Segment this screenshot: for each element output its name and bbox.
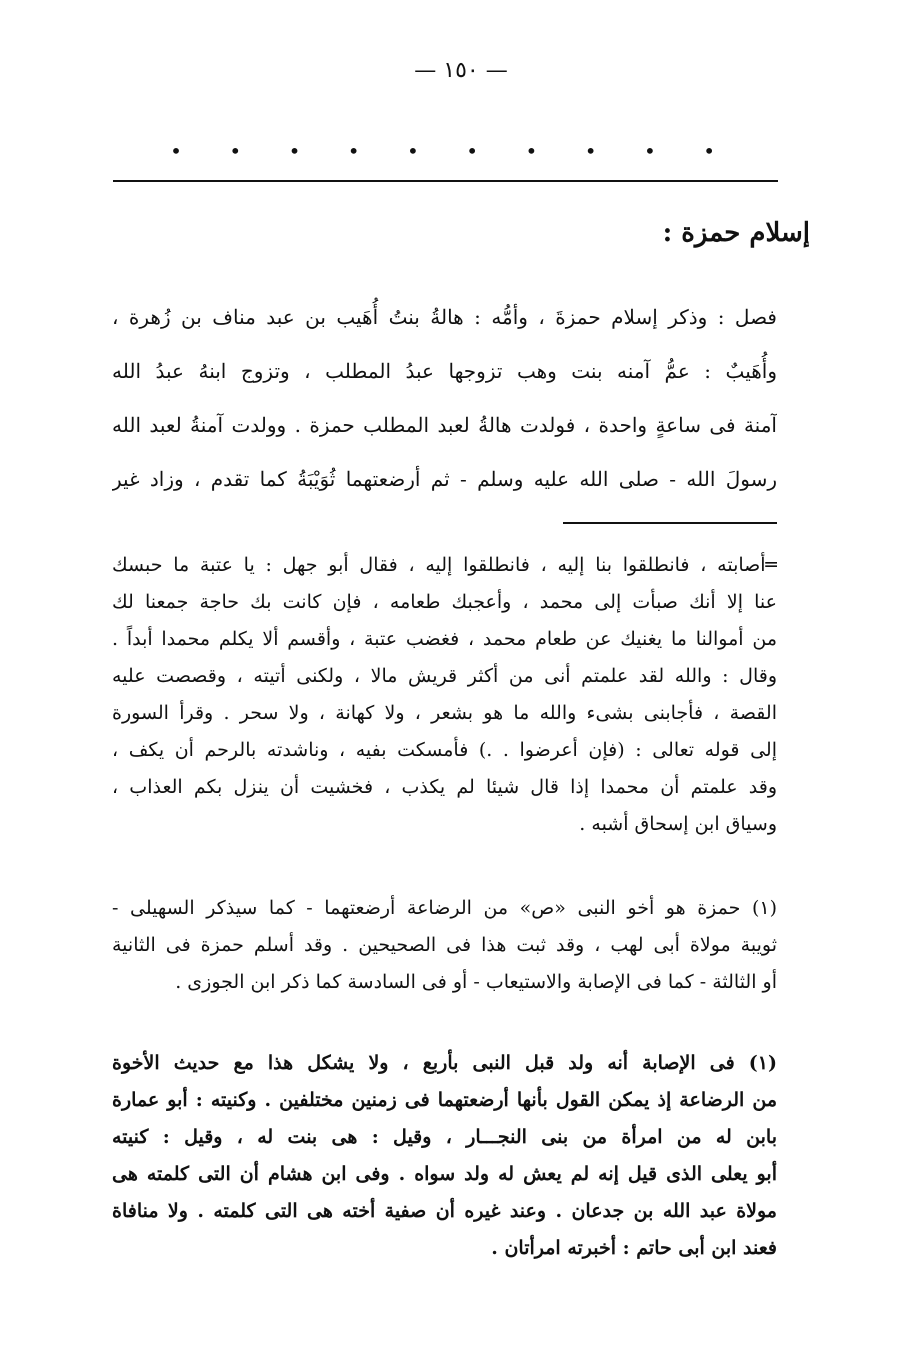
footnote-1 bbox=[112, 890, 777, 1001]
footnote-rule bbox=[563, 522, 777, 524]
footnote-line: وقال : والله لقد علمتم أنى من أكثر قريش مالا ، ولكنى أتيته ، وقصصت عليه bbox=[112, 665, 777, 687]
separator-dot: • bbox=[466, 139, 479, 163]
footnote-2 bbox=[112, 1045, 777, 1267]
separator-dot: • bbox=[643, 139, 656, 163]
main-text bbox=[112, 290, 777, 506]
footnote-line: إلى قوله تعالى : (فإن أعرضوا . .) فأمسكت بفيه ، وناشدته بالرحم أن يكف ، bbox=[112, 739, 777, 761]
footnote-line: من أموالنا ما يغنيك عن طعام محمد ، فغضب عتبة ، وأقسم ألا يكلم محمدا أبداً . bbox=[112, 628, 777, 650]
separator-dot: • bbox=[525, 139, 538, 163]
section-heading: إسلام حمزة : bbox=[662, 218, 810, 248]
footnote-line: وقد علمتم أن محمدا إذا قال شيئا لم يكذب ، فخشيت أن ينزل بكم العذاب ، bbox=[112, 776, 777, 798]
footnote-line: بابن له من امرأة من بنى النجـــار ، وقيل : هى بنت له ، وقيل : كنيته bbox=[112, 1126, 777, 1148]
main-text-line: رسولَ الله - صلى الله عليه وسلم - ثم أرضعتهما ثُوَيْبَةُ كما تقدم ، وزاد غير bbox=[112, 467, 777, 491]
separator-dot: • bbox=[170, 139, 182, 163]
separator-dots bbox=[170, 140, 715, 162]
separator-dot: • bbox=[229, 139, 242, 163]
page-number: — ١٥٠ — bbox=[414, 58, 508, 83]
footnote-continued bbox=[112, 547, 777, 843]
footnote-line: أو الثالثة - كما فى الإصابة والاستيعاب - أو فى السادسة كما ذكر ابن الجوزى . bbox=[175, 971, 777, 993]
main-text-line: آمنة فى ساعةٍ واحدة ، فولدت هالةُ لعبد المطلب حمزة . وولدت آمنةُ لعبد الله bbox=[112, 413, 777, 437]
separator-dot: • bbox=[407, 139, 419, 163]
footnote-line: (١) حمزة هو أخو النبى «ص» من الرضاعة أرضعتهما - كما سيذكر السهيلى - bbox=[112, 897, 777, 919]
footnote-line: (١) فى الإصابة أنه ولد قبل النبى بأربع ، ولا يشكل هذا مع حديث الأخوة bbox=[112, 1052, 777, 1074]
footnote-line: ثويبة مولاة أبى لهب ، وقد ثبت هذا فى الصحيحين . وقد أسلم حمزة فى الثانية bbox=[112, 934, 777, 956]
separator-dot: • bbox=[703, 139, 715, 163]
footnote-line: القصة ، فأجابنى بشىء والله ما هو بشعر ، ولا كهانة ، ولا سحر . وقرأ السورة bbox=[112, 702, 777, 724]
footnote-line: وسياق ابن إسحاق أشبه . bbox=[579, 813, 777, 835]
main-text-line: وأُهَيبٌ : عمُّ آمنه بنت وهب تزوجها عبدُ المطلب ، وتزوج ابنهُ عبدُ الله bbox=[112, 359, 777, 383]
footnote-line: مولاة عبد الله بن جدعان . وعند غيره أن صفية أخته هى التى كلمته . ولا منافاة bbox=[112, 1200, 777, 1222]
separator-dot: • bbox=[288, 139, 301, 163]
footnote-line: فعند ابن أبى حاتم : أخبرته امرأتان . bbox=[491, 1237, 777, 1259]
footnote-line: عنا إلا أنك صبأت إلى محمد ، وأعجبك طعامه ، فإن كانت بك حاجة جمعنا لك bbox=[112, 591, 777, 613]
top-rule bbox=[113, 180, 778, 182]
footnote-line: ═أصابته ، فانطلقوا بنا إليه ، فانطلقوا إليه ، فقال أبو جهل : يا عتبة ما حبسك bbox=[112, 554, 777, 576]
separator-dot: • bbox=[584, 139, 597, 163]
footnote-line: أبو يعلى الذى قيل إنه لم يعش له ولد سواه . وفى ابن هشام أن التى كلمته هى bbox=[112, 1163, 777, 1185]
main-text-line: فصل : وذكر إسلام حمزةَ ، وأمُّه : هالةُ بنتُ أُهَيب بن عبد مناف بن زُهرة ، bbox=[112, 305, 777, 329]
footnote-line: من الرضاعة إذ يمكن القول بأنها أرضعتهما فى زمنين مختلفين . وكنيته : أبو عمارة bbox=[112, 1089, 777, 1111]
separator-dot: • bbox=[347, 139, 360, 163]
